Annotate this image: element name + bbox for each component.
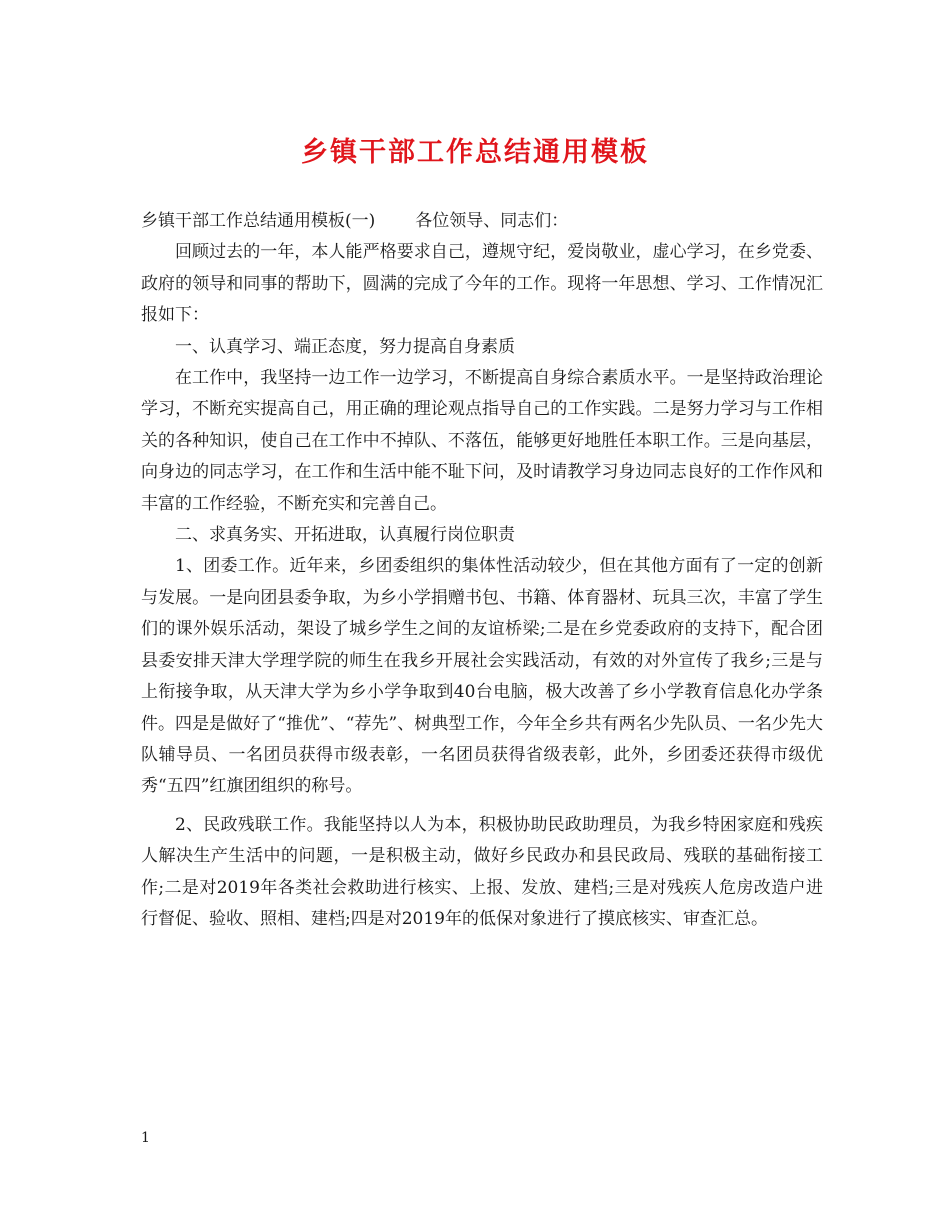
section-heading-2: 二、求真务实、开拓进取，认真履行岗位职责 xyxy=(175,525,515,546)
paragraph-civil-affairs: 2、民政残联工作。我能坚持以人为本，积极协助民政助理员，为我乡特困家庭和残疾人解决生产生活中的问题，一是积极主动，做好乡民政办和县民政局、残联的基础衔接工作;二是对2019年各类社会救助进行核实、上报、发放、建档;三是对残疾人危房改造户进行督促、验收、照相、建档;四是对2019年的低保对象进行了摸底核实、审查汇总。 xyxy=(141,814,823,929)
opening-line xyxy=(141,206,823,237)
section-heading-1: 一、认真学习、端正态度，努力提高自身素质 xyxy=(175,336,515,357)
document-title: 乡镇干部工作总结通用模板 xyxy=(301,137,649,168)
page-number: 1 xyxy=(141,1130,150,1146)
document-body xyxy=(141,206,823,935)
subtitle: 乡镇干部工作总结通用模板(一) xyxy=(141,211,376,231)
paragraph-study: 在工作中，我坚持一边工作一边学习，不断提高自身综合素质水平。一是坚持政治理论学习，不断充实提高自己，用正确的理论观点指导自己的工作实践。二是努力学习与工作相关的各种知识，使自己在工作中不掉队、不落伍，能够更好地胜任本职工作。三是向基层，向身边的同志学习，在工作和生活中能不耻下问，及时请教学习身边同志良好的工作作风和丰富的工作经验，不断充实和完善自己。 xyxy=(141,368,823,514)
salutation: 各位领导、同志们： xyxy=(415,211,569,231)
paragraph-intro: 回顾过去的一年，本人能严格要求自己，遵规守纪，爱岗敬业，虚心学习，在乡党委、政府的领导和同事的帮助下，圆满的完成了今年的工作。现将一年思想、学习、工作情况汇报如下： xyxy=(141,242,823,326)
paragraph-youth-league: 1、团委工作。近年来，乡团委组织的集体性活动较少，但在其他方面有了一定的创新与发展。一是向团县委争取，为乡小学捐赠书包、书籍、体育器材、玩具三次，丰富了学生们的课外娱乐活动，架设了城乡学生之间的友谊桥梁;二是在乡党委政府的支持下，配合团县委安排天津大学理学院的师生在我乡开展社会实践活动，有效的对外宣传了我乡;三是与上衔接争取，从天津大学为乡小学争取到40台电脑，极大改善了乡小学教育信息化办学条件。四是是做好了“推优”、“荐先”、树典型工作，今年全乡共有两名少先队员、一名少先大队辅导员、一名团员获得市级表彰，一名团员获得省级表彰，此外，乡团委还获得市级优秀“五四”红旗团组织的称号。 xyxy=(141,556,823,797)
